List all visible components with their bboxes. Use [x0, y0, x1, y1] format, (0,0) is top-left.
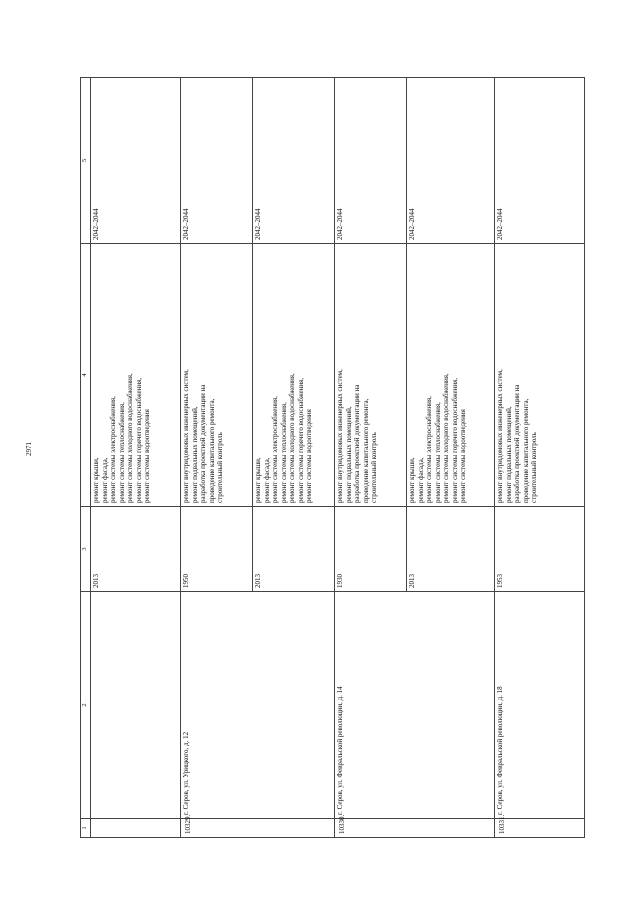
table-row	[91, 78, 181, 838]
work-item: ремонт подвальных помещений,	[504, 406, 513, 503]
header-row	[81, 78, 91, 838]
work-item: ремонт внутридомовых инженерных систем,	[182, 369, 190, 503]
work-item: ремонт подвальных помещений,	[190, 406, 199, 503]
record-number: 10329.	[181, 819, 335, 838]
work-item: ремонт системы водоотведения	[305, 409, 314, 503]
table-row	[495, 78, 585, 838]
year-cell: 2013	[91, 507, 181, 592]
work-item: ремонт системы холодного водоснабжения,	[288, 373, 297, 503]
period-cell: 2042–2044	[335, 78, 407, 244]
work-item: разработка проектной документации на	[513, 384, 522, 503]
address-cell: г. Серов, ул. Февральской революции, д. 18	[495, 592, 585, 819]
work-item: строительный контроль	[530, 432, 539, 503]
work-item: ремонт фасада,	[262, 457, 271, 503]
work-item: ремонт подвальных помещений,	[344, 406, 353, 503]
header-cell: 3	[81, 507, 91, 592]
work-item: строительный контроль	[370, 432, 379, 503]
table-row	[335, 78, 407, 838]
works-cell	[181, 244, 253, 507]
address-cell: г. Серов, ул. Урицкого, д. 12	[181, 592, 335, 819]
work-item: разработка проектной документации на	[353, 384, 362, 503]
period-cell: 2042–2044	[253, 78, 335, 244]
year-cell: 2013	[407, 507, 495, 592]
work-item: строительный контроль	[216, 432, 225, 503]
year-cell: 2013	[253, 507, 335, 592]
page-number: 2971	[25, 442, 33, 456]
work-item: ремонт системы горячего водоснабжения,	[134, 377, 143, 503]
repair-schedule-table	[80, 77, 585, 838]
year-cell: 1953	[495, 507, 585, 592]
year-cell: 1930	[335, 507, 407, 592]
work-item: ремонт внутридомовых инженерных систем,	[336, 369, 344, 503]
work-item: ремонт крыши,	[408, 457, 416, 503]
work-item: ремонт системы горячего водоснабжения,	[296, 377, 305, 503]
work-item: ремонт системы электроснабжения,	[271, 396, 280, 503]
period-cell: 2042–2044	[495, 78, 585, 244]
work-item: ремонт системы холодного водоснабжения,	[442, 373, 451, 503]
period-cell: 2042–2044	[91, 78, 181, 244]
work-item: проведение капитального ремонта,	[207, 398, 216, 503]
rotated-table-wrapper	[80, 78, 543, 838]
work-item: ремонт системы теплоснабжения,	[279, 402, 288, 503]
work-item: ремонт фасада,	[100, 457, 109, 503]
address-cell: г. Серов, ул. Февральской революции, д. 14	[335, 592, 495, 819]
record-number: 10330.	[335, 819, 495, 838]
work-item: ремонт фасада,	[416, 457, 425, 503]
work-item: проведение капитального ремонта,	[521, 398, 530, 503]
work-item: ремонт системы водоотведения	[143, 409, 152, 503]
header-cell: 1	[81, 819, 91, 838]
work-item: ремонт внутридомовых инженерных систем,	[496, 369, 504, 503]
record-number: 10331.	[495, 819, 585, 838]
header-cell: 5	[81, 78, 91, 244]
work-item: ремонт крыши,	[254, 457, 262, 503]
works-cell	[91, 244, 181, 507]
work-item: ремонт крыши,	[92, 457, 100, 503]
work-item: разработка проектной документации на	[199, 384, 208, 503]
header-cell: 4	[81, 244, 91, 507]
works-cell	[253, 244, 335, 507]
year-cell: 1950	[181, 507, 253, 592]
table-row	[181, 78, 253, 838]
work-item: ремонт системы электроснабжения,	[109, 396, 118, 503]
work-item: ремонт системы теплоснабжения,	[433, 402, 442, 503]
period-cell: 2042–2044	[407, 78, 495, 244]
works-cell	[335, 244, 407, 507]
header-cell: 2	[81, 592, 91, 819]
work-item: ремонт системы холодного водоснабжения,	[126, 373, 135, 503]
work-item: ремонт системы электроснабжения,	[425, 396, 434, 503]
works-cell	[495, 244, 585, 507]
address-cell	[91, 592, 181, 819]
work-item: ремонт системы горячего водоснабжения,	[450, 377, 459, 503]
record-number	[91, 819, 181, 838]
work-item: проведение капитального ремонта,	[361, 398, 370, 503]
period-cell: 2042–2044	[181, 78, 253, 244]
work-item: ремонт системы водоотведения	[459, 409, 468, 503]
works-cell	[407, 244, 495, 507]
work-item: ремонт системы теплоснабжения,	[117, 402, 126, 503]
